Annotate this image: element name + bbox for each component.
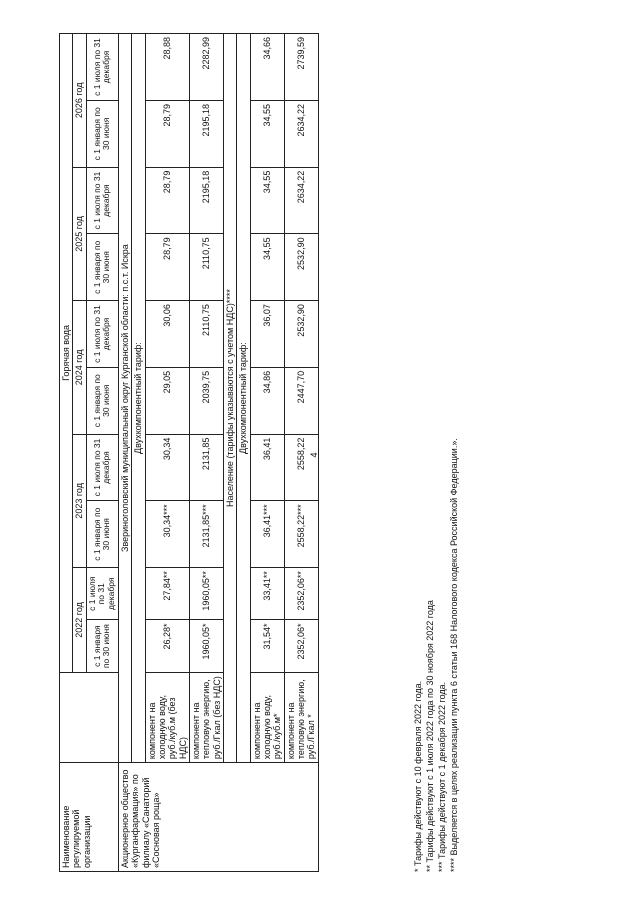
tariff-value: 34,86 (250, 367, 284, 434)
tariff-value: 2039,75 (190, 367, 224, 434)
region-title: Звериноголовский муниципальный округ Курганской области: п.с.т. Искра (118, 34, 131, 763)
tariff-value: 30,34*** (145, 501, 189, 568)
year-header: 2024 год (73, 301, 86, 434)
tariff-value: 28,79 (145, 100, 189, 167)
component-label: компонент на холодную воду, руб./куб.м (без НДС) (145, 672, 189, 762)
tariff-value: 27,84** (145, 568, 189, 620)
tariff-value: 2634,22 (284, 167, 318, 234)
tariff-value: 2352,06* (284, 620, 318, 672)
section-row (237, 34, 250, 872)
period-header: с 1 января по 30 июня (86, 367, 118, 434)
year-header: 2026 год (73, 34, 86, 168)
tariff-value: 34,55 (250, 167, 284, 234)
table-row (190, 34, 224, 872)
year-header: 2023 год (73, 434, 86, 567)
table-row (284, 34, 318, 872)
table-row (145, 34, 189, 872)
tariff-value: 2282,99 (190, 34, 224, 101)
tariff-value: 2739,59 (284, 34, 318, 101)
tariff-value: 1960,05** (190, 568, 224, 620)
org-column-header: Наименование регулируемой организации (60, 763, 119, 872)
tariff-value: 2532,90 (284, 234, 318, 301)
footnotes (412, 32, 460, 872)
tariff-value: 2195,18 (190, 167, 224, 234)
year-header: 2022 год (73, 568, 86, 673)
section-title: Население (тарифы указываются с учетом НДС)**** (224, 34, 237, 763)
component-label: компонент на тепловую энергию, руб./Гкал (без НДС) (190, 672, 224, 762)
section-title: Двухкомпонентный тариф: (132, 34, 145, 763)
tariff-table (59, 33, 319, 872)
period-header: с 1 января по 30 июня (86, 234, 118, 301)
page-number: 4 (309, 452, 319, 458)
footnote: * Тарифы действуют с 10 февраля 2022 года. (413, 680, 423, 872)
tariff-value: 2110,75 (190, 234, 224, 301)
tariff-value: 34,66 (250, 34, 284, 101)
tariff-value: 29,05 (145, 367, 189, 434)
tariff-value: 34,55 (250, 100, 284, 167)
component-label: компонент на тепловую энергию, руб./Гкал * (284, 672, 318, 762)
tariff-value: 28,79 (145, 234, 189, 301)
tariff-value: 31,54* (250, 620, 284, 672)
section-row (224, 34, 237, 872)
tariff-value: 2634,22 (284, 100, 318, 167)
period-header: с 1 июля по 31 декабря (86, 167, 118, 234)
tariff-value: 28,88 (145, 34, 189, 101)
footnote: *** Тарифы действуют с 1 декабря 2022 года. (437, 681, 447, 872)
tariff-value: 2558,22 (284, 434, 318, 501)
product-header: Горячая вода (60, 34, 73, 673)
region-row (118, 34, 131, 872)
component-label: компонент на холодную воду, руб./куб.м* (250, 672, 284, 762)
year-header: 2025 год (73, 167, 86, 300)
tariff-value: 28,79 (145, 167, 189, 234)
tariff-value: 2532,90 (284, 301, 318, 368)
tariff-value: 26,28* (145, 620, 189, 672)
period-header: с 1 января по 30 июня (86, 620, 118, 672)
period-header: с 1 июля по 31 декабря (86, 434, 118, 501)
tariff-value: 34,55 (250, 234, 284, 301)
tariff-value: 36,41 (250, 434, 284, 501)
header-row-product (60, 34, 73, 872)
section-row (132, 34, 145, 872)
period-header: с 1 января по 30 июня (86, 501, 118, 568)
period-header: с 1 июля по 31 декабря (86, 568, 118, 620)
tariff-value: 2558,22*** (284, 501, 318, 568)
tariff-value: 2447,70 (284, 367, 318, 434)
tariff-value: 33,41** (250, 568, 284, 620)
tariff-value: 36,07 (250, 301, 284, 368)
tariff-value: 2131,85 (190, 434, 224, 501)
period-header: с 1 июля по 31 декабря (86, 301, 118, 368)
tariff-value: 2110,75 (190, 301, 224, 368)
tariff-value: 2131,85*** (190, 501, 224, 568)
period-header: с 1 января по 30 июня (86, 100, 118, 167)
footnote: **** Выделяется в целях реализации пункта 6 статьи 168 Налогового кодекса Российской Федерации.». (449, 438, 459, 872)
tariff-value: 30,06 (145, 301, 189, 368)
period-header: с 1 июля по 31 декабря (86, 34, 118, 101)
component-column-header (60, 672, 119, 762)
tariff-value: 36,41*** (250, 501, 284, 568)
section-title: Двухкомпонентный тариф: (237, 34, 250, 763)
tariff-value: 1960,05* (190, 620, 224, 672)
table-row (250, 34, 284, 872)
tariff-value: 30,34 (145, 434, 189, 501)
tariff-value: 2352,06** (284, 568, 318, 620)
tariff-value: 2195,18 (190, 100, 224, 167)
organization-name: Акционерное общество «Курганфармация» по филиалу «Санаторий «Сосновая роща» (118, 763, 318, 872)
footnote: ** Тарифы действуют с 1 июля 2022 года по 30 ноября 2022 года (425, 600, 435, 872)
